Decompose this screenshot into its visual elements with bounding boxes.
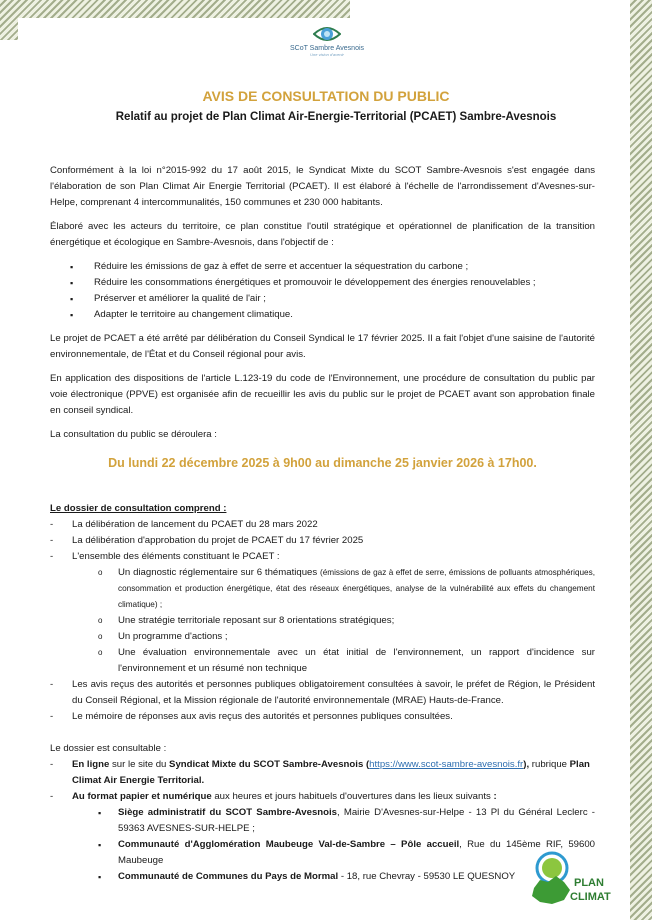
page-subtitle: Relatif au projet de Plan Climat Air-Energie-Territorial (PCAET) Sambre-Avesnois: [115, 111, 557, 123]
website-link[interactable]: https://www.scot-sambre-avesnois.fr: [369, 759, 524, 770]
plan-climat-logo-icon: [530, 848, 620, 910]
intro-paragraph-5: La consultation du public se déroulera :: [50, 429, 217, 440]
pcaet-elements-list: [50, 565, 595, 677]
decorative-stripe-right: [630, 0, 652, 920]
place-item: [50, 837, 595, 869]
logo-name: SCoT Sambre Avesnois: [289, 45, 365, 52]
place-name: Communauté de Communes du Pays de Mormal: [118, 871, 339, 882]
objective-item: ▪ Préserver et améliorer la qualité de l'air ;: [50, 291, 595, 307]
place-item: [50, 805, 595, 837]
dossier-item: - Le mémoire de réponses aux avis reçus des autorités et personnes publiques consultées.: [50, 709, 595, 725]
consultable-paper: [50, 789, 595, 805]
eye-logo-icon: [313, 24, 341, 44]
places-list: [50, 805, 595, 885]
paper-colon: :: [493, 791, 497, 802]
intro-paragraph-4: En application des dispositions de l'article L.123-19 du code de l'Environnement, une procédure de consultation du public par voie électronique (PPVE) est organisée afin de recueillir les avis du public sur le projet de PCAET avant son approbation finale en conseil syndical.: [50, 373, 595, 416]
decorative-stripe-top: [0, 0, 350, 18]
place-address: , Mairie D'Avesnes-sur-Helpe - 13 Pl du Général Leclerc - 59363 AVESNES-SUR-HELPE ;: [118, 807, 595, 834]
pcaet-element-detail: (émissions de gaz à effet de serre, émissions de polluants atmosphériques, consommation et production énergétique, état des réseaux énergétiques, analyse de la vulnérabilité aux effets du changement climatique) ;: [118, 568, 595, 609]
page-title: AVIS DE CONSULTATION DU PUBLIC: [202, 88, 450, 104]
pcaet-element-item: [50, 565, 595, 613]
objective-item: ▪ Réduire les consommations énergétiques et promouvoir le développement des énergies renouvelables ;: [50, 275, 595, 291]
objective-item: ▪ Adapter le territoire au changement climatique.: [50, 307, 595, 323]
paper-text: aux heures et jours habituels d'ouvertures dans les lieux suivants: [211, 791, 494, 802]
place-name: Communauté d'Agglomération Maubeuge Val-de-Sambre – Pôle accueil: [118, 839, 460, 850]
logo-tagline: Une vision d'avenir: [310, 52, 344, 57]
intro-paragraph-1: Conformément à la loi n°2015-992 du 17 août 2015, le Syndicat Mixte du SCOT Sambre-Avesnois s'est engagée dans l'élaboration de son Plan Climat Air Energie Territorial (PCAET). Il est élaboré à l'échelle de l'arrondissement d'Avesnes-sur-Helpe, comprenant 4 intercommunalités, 150 communes et 230 000 habitants.: [50, 165, 595, 208]
pcaet-element-item: o Une stratégie territoriale reposant sur 8 orientations stratégiques;: [50, 613, 595, 629]
dossier-item: - Les avis reçus des autorités et personnes publiques obligatoirement consultées à savoir, le préfet de Région, le Président du Conseil Régional, et la Mission régionale de l'autorité environnementale (MRAE) Hauts-de-France.: [50, 677, 595, 709]
consultable-list: [50, 757, 595, 805]
paper-label: Au format papier et numérique: [72, 791, 212, 802]
intro-paragraph-2: Élaboré avec les acteurs du territoire, ce plan constitue l'outil stratégique et opérationnel de planification de la transition énergétique et écologique en Sambre-Avesnois, dans l'objectif de :: [50, 221, 595, 248]
plan-climat-logo: [530, 848, 620, 910]
paren-close: ),: [523, 759, 530, 770]
dossier-item: [50, 549, 595, 565]
place-name: Siège administratif du SCOT Sambre-Avesnois: [118, 807, 337, 818]
objectives-list: [50, 259, 595, 323]
dossier-heading: Le dossier de consultation comprend :: [50, 503, 227, 514]
plan-label: PLAN: [574, 877, 604, 889]
consultation-dates: Du lundi 22 décembre 2025 à 9h00 au dimanche 25 janvier 2026 à 17h00.: [108, 456, 537, 470]
online-label: En ligne: [72, 759, 110, 770]
pcaet-element-item: o Une évaluation environnementale avec un état initial de l'environnement, un rapport d'incidence sur l'environnement et un résumé non technique: [50, 645, 595, 677]
decorative-stripe-left: [0, 0, 18, 40]
place-item: [50, 869, 595, 885]
place-address: , Rue du 145ème RIF, 59600 Maubeuge: [118, 839, 595, 866]
pcaet-element-main: Un diagnostic réglementaire sur 6 thématiques: [118, 567, 318, 578]
document-body: [50, 163, 595, 885]
rubrique-text: rubrique: [529, 759, 570, 770]
dossier-list: [50, 517, 595, 565]
dossier-item: - La délibération d'approbation du projet de PCAET du 17 février 2025: [50, 533, 595, 549]
paren-open: (: [363, 759, 370, 770]
pcaet-element-item: o Un programme d'actions ;: [50, 629, 595, 645]
intro-paragraph-3: Le projet de PCAET a été arrêté par délibération du Conseil Syndical le 17 février 2025. Il a fait l'objet d'une saisine de l'autorité environnementale, de l'État et du Conseil régional pour avis.: [50, 333, 595, 360]
consultable-online: [50, 757, 595, 789]
climat-label: CLIMAT: [570, 891, 611, 903]
place-address: - 18, rue Chevray - 59530 LE QUESNOY: [338, 871, 516, 882]
consultable-intro: Le dossier est consultable :: [50, 743, 167, 754]
rubrique-name: Plan Climat Air Energie Territorial.: [72, 759, 590, 786]
dossier-item: - La délibération de lancement du PCAET du 28 mars 2022: [50, 517, 595, 533]
objective-item: ▪ Réduire les émissions de gaz à effet de serre et accentuer la séquestration du carbone ;: [50, 259, 595, 275]
syndicat-name: Syndicat Mixte du SCOT Sambre-Avesnois: [169, 759, 364, 770]
scot-logo: [282, 24, 372, 57]
online-text: sur le site du: [109, 759, 170, 770]
dossier-list-continued: [50, 677, 595, 725]
dossier-item-label: L'ensemble des éléments constituant le PCAET :: [72, 551, 280, 562]
